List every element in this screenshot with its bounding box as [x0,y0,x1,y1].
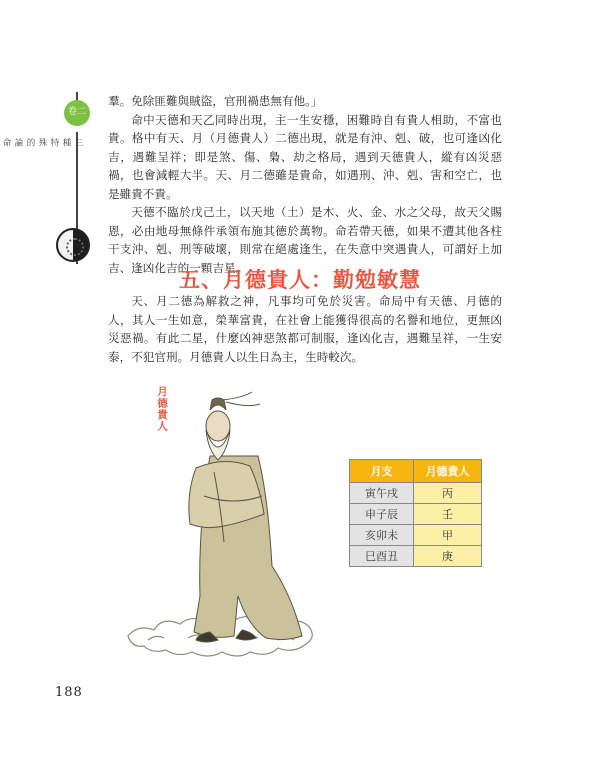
table-cell-branch: 寅午戌 [350,483,414,504]
sage-illustration [118,386,348,666]
table-cell-stem: 丙 [414,483,482,504]
table-header-row [350,460,482,483]
chapter-badge: 卷二 [64,100,90,126]
table-header-month-branch: 月支 [350,460,414,483]
section-heading: 五、月德貴人：勤勉敏慧 [179,268,421,292]
table-cell-branch: 巳酉丑 [350,546,414,567]
table-row [350,483,482,504]
table-cell-branch: 申子辰 [350,504,414,525]
moon-virtue-table [349,459,482,567]
body-text-section [108,292,502,366]
figure-label: 月德貴人 [156,386,168,432]
paragraph-2: 命中天德和天乙同時出現，主一生安穩，困難時自有貴人相助，不富也貴。格中有天、月（月德貴人）二德出現，就是有沖、剋、破，也可逢凶化吉，遇難呈祥；即是煞、傷、梟、劫之格局，遇到天德貴人，縱有凶災惡禍，也會減輕大半。天、月二德雖是貴命，如遇刑、沖、剋、害和空亡，也是雖貴不貴。 [108,112,502,201]
paragraph-1: 羣。免除匪難與賊盜，官刑禍患無有他。」 [108,94,323,108]
table-row [350,504,482,525]
taiji-icon [56,228,90,262]
body-text-top [108,92,502,277]
table-cell-branch: 亥卯未 [350,525,414,546]
table-cell-stem: 庚 [414,546,482,567]
section-paragraph: 天、月二德為解救之神，凡事均可免於災害。命局中有天德、月德的人，其人一生如意，榮華富貴，在社會上能獲得很高的名譽和地位，更無凶災惡禍。有此二星，什麼凶神惡煞都可制服，逢凶化吉，遇難呈祥，一生安泰，不犯官刑。月德貴人以生日為主，生時較次。 [108,294,502,364]
chapter-title: 三種特殊的論命 [1,138,83,148]
table-cell-stem: 壬 [414,504,482,525]
table-cell-stem: 甲 [414,525,482,546]
sidebar-divider-gap [76,126,78,132]
paragraph-3: 天德不臨於戊己土，以天地（土）是木、火、金、水之父母，故天父賜恩，必由地母無條件承領布施其德於萬物。命若帶天德，如果不遭其他各柱干支沖、剋、刑等破壞，則常在絕處逢生，在失意中突遇貴人，可謂好上加吉、逢凶化吉的一顆吉星。 [108,205,502,275]
page-number: 188 [55,685,83,700]
table-row [350,546,482,567]
table-row [350,525,482,546]
table-header-moon-virtue: 月德貴人 [414,460,482,483]
